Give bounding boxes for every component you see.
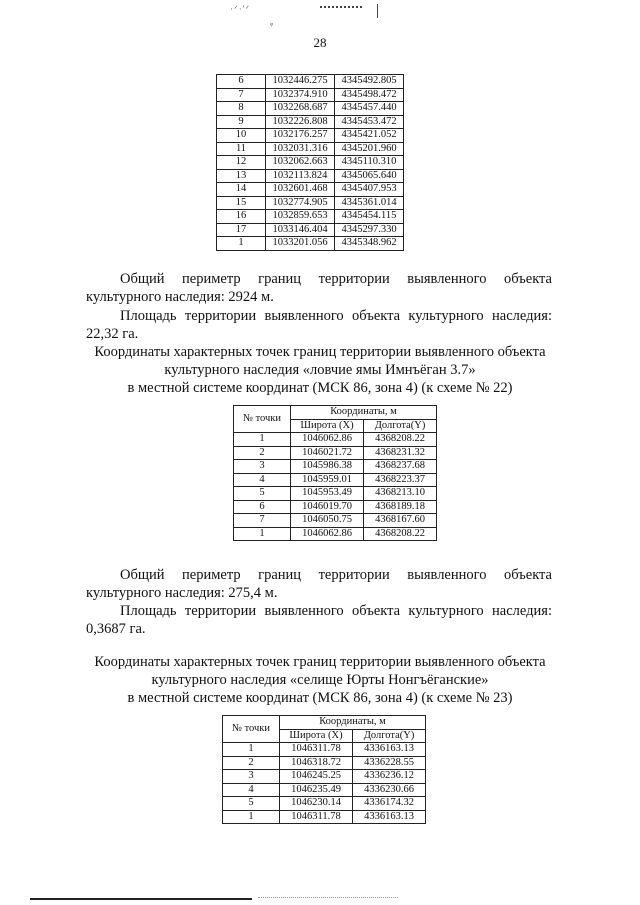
latitude-cell: 1045959.01 <box>291 473 364 487</box>
perimeter-text-2a: Общий периметр границ территории выявленного объекта <box>120 567 552 583</box>
point-number-cell: 17 <box>217 223 266 237</box>
longitude-cell: 4345348.962 <box>335 237 404 251</box>
point-number-cell: 16 <box>217 210 266 224</box>
table-row <box>217 142 404 156</box>
point-number-cell: 1 <box>217 237 266 251</box>
header-coordinates: Координаты, м <box>291 406 437 420</box>
latitude-cell: 1046050.75 <box>291 514 364 528</box>
latitude-cell: 1046062.86 <box>291 433 364 447</box>
area-text-2b: 0,3687 га. <box>86 621 146 637</box>
point-number-cell: 1 <box>223 810 280 824</box>
latitude-cell: 1033201.056 <box>266 237 335 251</box>
table-row <box>217 223 404 237</box>
point-number-cell: 6 <box>217 75 266 89</box>
coordinates-table-continued <box>216 74 404 251</box>
latitude-cell: 1032774.905 <box>266 196 335 210</box>
area-text-1a: Площадь территории выявленного объекта культурного наследия: <box>120 308 552 324</box>
section2-heading-3: в местной системе координат (МСК 86, зона 4) (к схеме № 22) <box>127 380 513 396</box>
table-row <box>217 156 404 170</box>
latitude-cell: 1032268.687 <box>266 102 335 116</box>
table-row <box>234 487 437 501</box>
latitude-cell: 1032601.468 <box>266 183 335 197</box>
page-number: 28 <box>313 35 327 50</box>
coordinates-table-scheme-22 <box>233 405 437 541</box>
latitude-cell: 1032374.910 <box>266 88 335 102</box>
table-row <box>223 743 426 757</box>
table-row <box>217 237 404 251</box>
latitude-cell: 1046230.14 <box>280 797 353 811</box>
longitude-cell: 4336236.12 <box>353 770 426 784</box>
table-row <box>217 169 404 183</box>
table-row <box>234 433 437 447</box>
point-number-cell: 7 <box>234 514 291 528</box>
longitude-cell: 4345361.014 <box>335 196 404 210</box>
table-row <box>217 102 404 116</box>
latitude-cell: 1032176.257 <box>266 129 335 143</box>
point-number-cell: 1 <box>234 527 291 541</box>
scan-artifact-dots <box>320 6 362 12</box>
perimeter-text-1b: культурного наследия: 2924 м. <box>86 289 274 305</box>
latitude-cell: 1046311.78 <box>280 810 353 824</box>
point-number-cell: 14 <box>217 183 266 197</box>
longitude-cell: 4368167.60 <box>364 514 437 528</box>
header-point-number: № точки <box>234 406 291 433</box>
scan-artifact-footer <box>258 897 398 898</box>
latitude-cell: 1045953.49 <box>291 487 364 501</box>
point-number-cell: 2 <box>234 446 291 460</box>
point-number-cell: 1 <box>223 743 280 757</box>
table-row <box>217 88 404 102</box>
latitude-cell: 1046311.78 <box>280 743 353 757</box>
longitude-cell: 4345454.115 <box>335 210 404 224</box>
point-number-cell: 3 <box>223 770 280 784</box>
scan-artifact: ·ᐟ·'ᐟ <box>230 4 251 14</box>
header-latitude: Широта (X) <box>280 729 353 743</box>
longitude-cell: 4368208.22 <box>364 433 437 447</box>
longitude-cell: 4368223.37 <box>364 473 437 487</box>
latitude-cell: 1032859.653 <box>266 210 335 224</box>
section3-heading-1: Координаты характерных точек границ территории выявленного объекта <box>94 654 546 670</box>
longitude-cell: 4336230.66 <box>353 783 426 797</box>
point-number-cell: 5 <box>234 487 291 501</box>
header-point-number: № точки <box>223 716 280 743</box>
longitude-cell: 4345297.330 <box>335 223 404 237</box>
longitude-cell: 4345201.960 <box>335 142 404 156</box>
table-row <box>234 460 437 474</box>
latitude-cell: 1046062.86 <box>291 527 364 541</box>
point-number-cell: 4 <box>234 473 291 487</box>
longitude-cell: 4368213.10 <box>364 487 437 501</box>
longitude-cell: 4336163.13 <box>353 810 426 824</box>
perimeter-text-2b: культурного наследия: 275,4 м. <box>86 585 278 601</box>
header-coordinates: Координаты, м <box>280 716 426 730</box>
table-row <box>234 514 437 528</box>
section3-heading-3: в местной системе координат (МСК 86, зона 4) (к схеме № 23) <box>127 690 513 706</box>
perimeter-text-1a: Общий периметр границ территории выявленного объекта <box>120 271 552 287</box>
table-row <box>217 75 404 89</box>
latitude-cell: 1046019.70 <box>291 500 364 514</box>
longitude-cell: 4368189.18 <box>364 500 437 514</box>
longitude-cell: 4345421.052 <box>335 129 404 143</box>
table-row <box>234 527 437 541</box>
table-row <box>217 210 404 224</box>
latitude-cell: 1032446.275 <box>266 75 335 89</box>
latitude-cell: 1032113.824 <box>266 169 335 183</box>
latitude-cell: 1046235.49 <box>280 783 353 797</box>
point-number-cell: 8 <box>217 102 266 116</box>
area-text-2a: Площадь территории выявленного объекта культурного наследия: <box>120 603 552 619</box>
point-number-cell: 6 <box>234 500 291 514</box>
longitude-cell: 4345457.440 <box>335 102 404 116</box>
table-row <box>234 473 437 487</box>
latitude-cell: 1033146.404 <box>266 223 335 237</box>
longitude-cell: 4336228.55 <box>353 756 426 770</box>
header-longitude: Долгота(Y) <box>364 419 437 433</box>
latitude-cell: 1032226.808 <box>266 115 335 129</box>
table-row <box>234 446 437 460</box>
point-number-cell: 7 <box>217 88 266 102</box>
point-number-cell: 3 <box>234 460 291 474</box>
table-row <box>223 756 426 770</box>
header-latitude: Широта (X) <box>291 419 364 433</box>
longitude-cell: 4368237.68 <box>364 460 437 474</box>
latitude-cell: 1046318.72 <box>280 756 353 770</box>
header-longitude: Долгота(Y) <box>353 729 426 743</box>
section3-heading-2: культурного наследия «селище Юрты Нонгъёганские» <box>151 672 489 688</box>
point-number-cell: 1 <box>234 433 291 447</box>
coordinates-table-scheme-23 <box>222 715 426 824</box>
table-row <box>217 129 404 143</box>
table-row <box>223 770 426 784</box>
longitude-cell: 4345065.640 <box>335 169 404 183</box>
longitude-cell: 4336163.13 <box>353 743 426 757</box>
longitude-cell: 4368231.32 <box>364 446 437 460</box>
table-row <box>223 797 426 811</box>
longitude-cell: 4345453.472 <box>335 115 404 129</box>
point-number-cell: 11 <box>217 142 266 156</box>
point-number-cell: 10 <box>217 129 266 143</box>
table-row <box>234 500 437 514</box>
section2-heading-1: Координаты характерных точек границ территории выявленного объекта <box>94 344 546 360</box>
latitude-cell: 1046245.25 <box>280 770 353 784</box>
point-number-cell: 9 <box>217 115 266 129</box>
point-number-cell: 15 <box>217 196 266 210</box>
scan-artifact-tick: ᵠ <box>270 20 274 30</box>
table-row <box>223 810 426 824</box>
longitude-cell: 4345110.310 <box>335 156 404 170</box>
point-number-cell: 12 <box>217 156 266 170</box>
table-row <box>217 115 404 129</box>
table-row <box>217 183 404 197</box>
point-number-cell: 4 <box>223 783 280 797</box>
latitude-cell: 1046021.72 <box>291 446 364 460</box>
table-row <box>217 196 404 210</box>
latitude-cell: 1032062.663 <box>266 156 335 170</box>
longitude-cell: 4345492.805 <box>335 75 404 89</box>
longitude-cell: 4345407.953 <box>335 183 404 197</box>
longitude-cell: 4368208.22 <box>364 527 437 541</box>
point-number-cell: 13 <box>217 169 266 183</box>
point-number-cell: 5 <box>223 797 280 811</box>
footer-rule <box>30 898 252 900</box>
latitude-cell: 1032031.316 <box>266 142 335 156</box>
scan-artifact-bar <box>377 4 378 18</box>
latitude-cell: 1045986.38 <box>291 460 364 474</box>
area-text-1b: 22,32 га. <box>86 326 139 342</box>
table-row <box>223 783 426 797</box>
section2-heading-2: культурного наследия «ловчие ямы Имнъёган 3.7» <box>164 362 476 378</box>
longitude-cell: 4345498.472 <box>335 88 404 102</box>
point-number-cell: 2 <box>223 756 280 770</box>
longitude-cell: 4336174.32 <box>353 797 426 811</box>
